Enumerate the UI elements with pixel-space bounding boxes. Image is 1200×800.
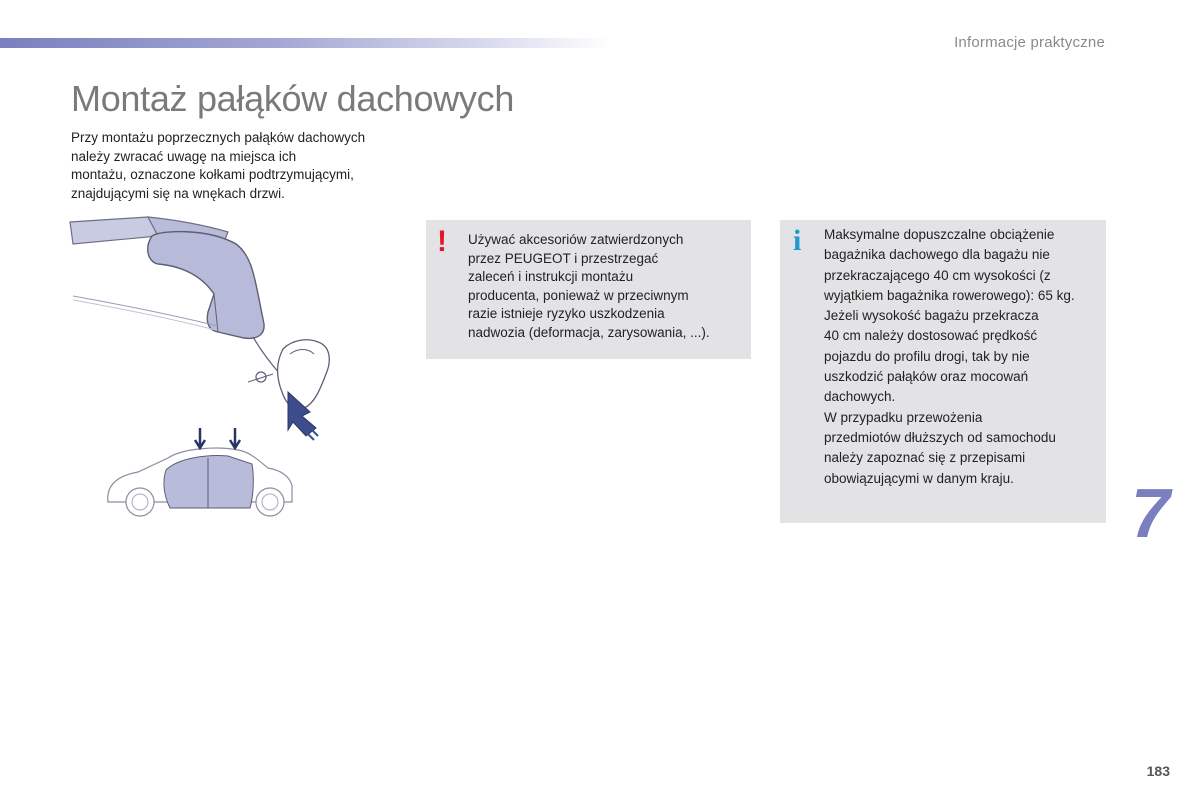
- info-line: przedmiotów dłuższych od samochodu: [824, 429, 1056, 445]
- info-line: dachowych.: [824, 389, 896, 405]
- section-title: Informacje praktyczne: [954, 34, 1105, 51]
- hand-outline: [278, 340, 330, 409]
- intro-line: Przy montażu poprzecznych pałąków dachowych: [71, 130, 366, 145]
- roof-bar-illustration: [68, 214, 358, 524]
- roof-arrow-front: [195, 428, 205, 448]
- warning-line: Używać akcesoriów zatwierdzonych: [468, 232, 684, 247]
- info-line: W przypadku przewożenia: [824, 409, 983, 425]
- fixing-clip: [253, 337, 280, 374]
- page-number: 183: [1146, 763, 1170, 779]
- info-line: należy zapoznać się z przepisami: [824, 450, 1026, 466]
- roof-arrow-rear: [230, 428, 240, 448]
- car-illustration: [108, 428, 292, 516]
- warning-line: producenta, ponieważ w przeciwnym: [468, 287, 689, 303]
- intro-paragraph: [71, 129, 401, 203]
- intro-line: znajdującymi się na wnękach drzwi.: [71, 185, 285, 201]
- info-line: Jeżeli wysokość bagażu przekracza: [824, 308, 1039, 324]
- info-box: [780, 220, 1106, 523]
- front-wheel: [126, 488, 154, 516]
- info-text: [824, 225, 1104, 489]
- page-title: Montaż pałąków dachowych: [71, 78, 515, 119]
- door-seal: [73, 296, 218, 326]
- info-line: wyjątkiem bagażnika rowerowego): 65 kg.: [824, 287, 1075, 303]
- roof-rail: [70, 217, 158, 244]
- exclamation-icon: !: [437, 225, 447, 258]
- warning-line: przez PEUGEOT i przestrzegać: [468, 250, 659, 266]
- info-line: Maksymalne dopuszczalne obciążenie: [824, 227, 1055, 242]
- info-line: przekraczającego 40 cm wysokości (z: [824, 267, 1051, 283]
- warning-box: [426, 220, 751, 359]
- warning-text: [468, 231, 748, 342]
- info-line: 40 cm należy dostosować prędkość: [824, 328, 1038, 344]
- header-accent-bar: [0, 38, 610, 48]
- warning-line: zaleceń i instrukcji montażu: [468, 269, 634, 284]
- info-line: obowiązującymi w danym kraju.: [824, 470, 1014, 486]
- info-line: bagażnika dachowego dla bagażu nie: [824, 247, 1050, 263]
- warning-line: nadwozia (deformacja, zarysowania, ...).: [468, 324, 710, 340]
- info-line: uszkodzić pałąków oraz mocowań: [824, 369, 1029, 385]
- chapter-number: 7: [1131, 474, 1168, 552]
- intro-line: montażu, oznaczone kołkami podtrzymującymi,: [71, 167, 354, 182]
- intro-line: należy zwracać uwagę na miejsca ich: [71, 148, 297, 164]
- roof-bar-foot: [148, 232, 264, 339]
- rear-wheel: [256, 488, 284, 516]
- info-line: pojazdu do profilu drogi, tak by nie: [824, 348, 1030, 364]
- car-doors: [164, 456, 253, 508]
- warning-line: razie istnieje ryzyko uszkodzenia: [468, 306, 665, 321]
- info-icon: i: [793, 224, 802, 257]
